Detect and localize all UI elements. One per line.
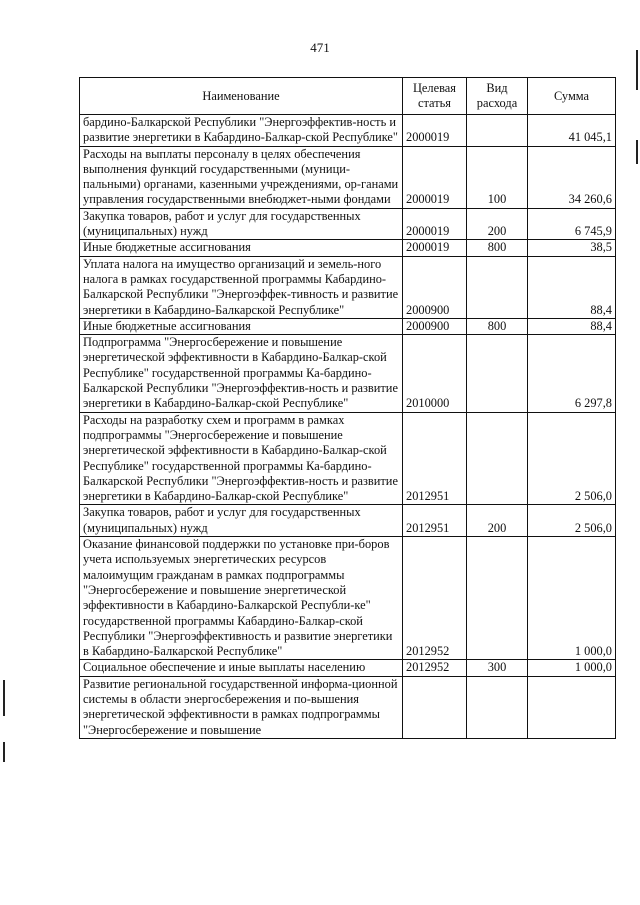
row-target-article: 2000019 — [403, 146, 467, 208]
header-expense-type: Вид расхода — [467, 78, 528, 115]
scan-edge-mark — [3, 680, 5, 716]
row-name: Подпрограмма "Энергосбережение и повышение энергетической эффективности в Кабардино-Балкар-ской Республике" государственной программы Ка-бардино-Балкарской Республики "Энергоэффектив-ность и развитие энергетики в Кабардино-Балкар-ской Республике" — [80, 335, 403, 412]
row-expense-type: 100 — [467, 146, 528, 208]
row-amount: 38,5 — [528, 240, 616, 256]
table-row — [80, 318, 616, 334]
row-amount: 41 045,1 — [528, 115, 616, 147]
table-row — [80, 115, 616, 147]
table-row — [80, 335, 616, 412]
row-target-article: 2012952 — [403, 537, 467, 660]
row-name: Расходы на выплаты персоналу в целях обеспечения выполнения функций государственными (муници-пальными) органами, казенными учреждениями, ор-ганами управления государственными внебюджет-ными фондами — [80, 146, 403, 208]
table-row — [80, 412, 616, 505]
row-name: Закупка товаров, работ и услуг для государственных (муниципальных) нужд — [80, 505, 403, 537]
row-expense-type — [467, 256, 528, 318]
table-row — [80, 505, 616, 537]
scan-edge-mark — [3, 742, 5, 762]
row-target-article — [403, 676, 467, 738]
table-row — [80, 660, 616, 676]
row-target-article: 2012951 — [403, 412, 467, 505]
row-expense-type — [467, 412, 528, 505]
row-name: Закупка товаров, работ и услуг для государственных (муниципальных) нужд — [80, 208, 403, 240]
table-body — [80, 115, 616, 739]
table-row — [80, 208, 616, 240]
row-expense-type: 300 — [467, 660, 528, 676]
row-expense-type: 800 — [467, 240, 528, 256]
row-expense-type: 200 — [467, 505, 528, 537]
row-target-article: 2010000 — [403, 335, 467, 412]
row-name: бардино-Балкарской Республики "Энергоэффектив-ность и развитие энергетики в Кабардино-Балкар-ской Республике" — [80, 115, 403, 147]
row-name: Иные бюджетные ассигнования — [80, 318, 403, 334]
table-header-row — [80, 78, 616, 115]
row-target-article: 2000900 — [403, 318, 467, 334]
row-amount: 34 260,6 — [528, 146, 616, 208]
row-amount: 2 506,0 — [528, 505, 616, 537]
row-target-article: 2000019 — [403, 240, 467, 256]
row-expense-type: 200 — [467, 208, 528, 240]
row-amount: 6 297,8 — [528, 335, 616, 412]
row-expense-type — [467, 676, 528, 738]
row-amount — [528, 676, 616, 738]
page-number: 471 — [310, 40, 330, 55]
header-amount: Сумма — [528, 78, 616, 115]
row-name: Расходы на разработку схем и программ в рамках подпрограммы "Энергосбережение и повышение энергетической эффективности в Кабардино-Балкар-ской Республике" государственной программы Ка-бардино-Балкарской Республики "Энергоэффектив-ность и развитие энергетики в Кабардино-Балкар-ской Республике" — [80, 412, 403, 505]
row-target-article: 2012951 — [403, 505, 467, 537]
scan-edge-mark — [636, 140, 638, 164]
row-expense-type — [467, 335, 528, 412]
table-row — [80, 256, 616, 318]
row-amount: 2 506,0 — [528, 412, 616, 505]
row-expense-type — [467, 115, 528, 147]
scan-edge-mark — [636, 50, 638, 90]
row-name: Оказание финансовой поддержки по установке при-боров учета используемых энергетических ресурсов малоимущим гражданам в рамках подпрограммы "Энергосбережение и повышение энергетической эффективности в Кабардино-Балкарской Республи-ке" государственной программы Кабардино-Балкар-ской Республики "Энергоэффективность и развитие энергетики в Кабардино-Балкарской Республике" — [80, 537, 403, 660]
row-amount: 6 745,9 — [528, 208, 616, 240]
row-target-article: 2000019 — [403, 115, 467, 147]
row-expense-type — [467, 537, 528, 660]
header-target-article: Целевая статья — [403, 78, 467, 115]
table-row — [80, 240, 616, 256]
header-name: Наименование — [80, 78, 403, 115]
row-target-article: 2000900 — [403, 256, 467, 318]
row-amount: 88,4 — [528, 256, 616, 318]
table-row — [80, 537, 616, 660]
row-amount: 1 000,0 — [528, 660, 616, 676]
budget-table — [79, 77, 616, 739]
row-target-article: 2012952 — [403, 660, 467, 676]
row-name: Развитие региональной государственной информа-ционной системы в области энергосбережения и по-вышения энергетической эффективности в рамках подпрограммы "Энергосбережение и повышение — [80, 676, 403, 738]
row-name: Социальное обеспечение и иные выплаты населению — [80, 660, 403, 676]
row-amount: 1 000,0 — [528, 537, 616, 660]
table-row — [80, 676, 616, 738]
row-expense-type: 800 — [467, 318, 528, 334]
row-amount: 88,4 — [528, 318, 616, 334]
row-name: Уплата налога на имущество организаций и земель-ного налога в рамках государственной программы Кабардино-Балкарской Республики "Энергоэффек-тивность и развитие энергетики в Кабардино-Балкарской Республике" — [80, 256, 403, 318]
row-name: Иные бюджетные ассигнования — [80, 240, 403, 256]
table-row — [80, 146, 616, 208]
row-target-article: 2000019 — [403, 208, 467, 240]
